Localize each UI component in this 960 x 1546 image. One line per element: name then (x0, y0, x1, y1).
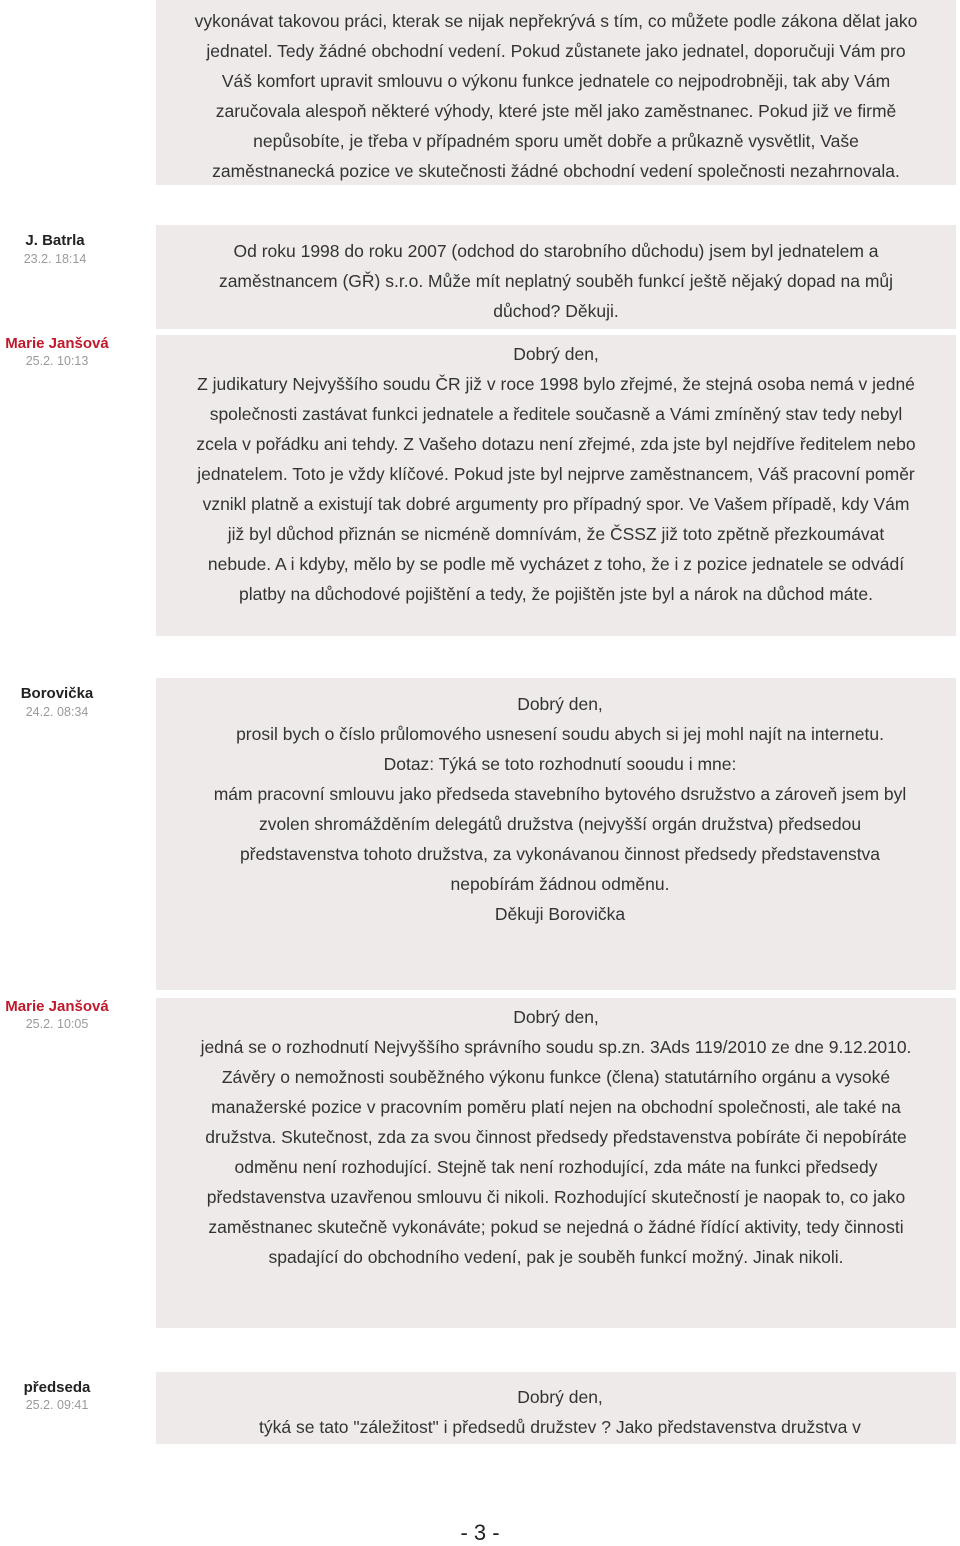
body-line: Od roku 1998 do roku 2007 (odchod do starobního důchodu) jsem byl jednatelem a (233, 241, 879, 261)
body-line: jednatelem. Toto je vždy klíčové. Pokud jste byl nejprve zaměstnancem, Váš pracovní poměr (197, 464, 915, 484)
comment-body-predseda (160, 1382, 960, 1442)
body-line: již byl důchod přiznán se nicméně domnívám, že ČSSZ již toto zpětně přezkoumávat (227, 524, 885, 544)
body-line: Váš komfort upravit smlouvu o výkonu funkce jednatele co nejpodrobněji, tak aby Vám (221, 71, 891, 91)
greeting: Dobrý den, (517, 694, 603, 714)
question-line: mám pracovní smlouvu jako předseda stavebního bytového dsružstvo a zároveň jsem byl (213, 784, 907, 804)
body-line: zcela v pořádku ani tehdy. Z Vašeho dotazu není zřejmé, zda jste byl nejdříve ředitelem nebo (196, 434, 916, 454)
page-number: - 3 - (460, 1520, 500, 1545)
greeting: Dobrý den, (513, 1007, 599, 1027)
greeting: Dobrý den, (517, 1387, 603, 1407)
body-line: zaměstnancem (GŘ) s.r.o. Může mít neplatný souběh funkcí ještě nějaký dopad na můj (218, 271, 894, 291)
body-line: manažerské pozice v pracovním poměru platí nejen na obchodní společnosti, ale také na (211, 1097, 901, 1117)
comment-author: předseda (23, 1379, 91, 1396)
body-line: důchod? Děkuji. (493, 301, 619, 321)
body-line: vznikl platně a existují tak dobré argumenty pro případný spor. Ve Vašem případě, kdy Vám (202, 494, 910, 514)
body-line: vykonávat takovou práci, kterak se nijak nepřekrývá s tím, co můžete podle zákona dělat jako (194, 11, 918, 31)
body-line: týká se tato "záležitost" i předsedů družstev ? Jako představenstva družstva v (259, 1417, 861, 1437)
body-line: odměnu není rozhodující. Stejně tak není rozhodující, zda máte na funkci předsedy (234, 1157, 878, 1177)
body-line: jedná se o rozhodnutí Nejvyššího správního soudu sp.zn. 3Ads 119/2010 ze dne 9.12.2010. (200, 1037, 912, 1057)
comment-body-batrla (156, 236, 956, 326)
comment-body-jansova-2 (156, 1002, 956, 1272)
body-line: zaručovala alespoň některé výhody, které jste měl jako zaměstnanec. Pokud již ve firmě (215, 101, 897, 121)
signature: Děkuji Borovička (494, 904, 626, 924)
body-line: zaměstnanec skutečně vykonáváte; pokud se nejedná o žádné řídící aktivity, tedy činnosti (208, 1217, 904, 1237)
body-line: nebude. A i kdyby, mělo by se podle mě vycházet z toho, že i z pozice jednatele se odvádí (207, 554, 905, 574)
body-line: platby na důchodové pojištění a tedy, že pojištěn jste byl a nárok na důchod máte. (239, 584, 873, 604)
body-line: jednatel. Tedy žádné obchodní vedení. Pokud zůstanete jako jednatel, doporučuji Vám pro (206, 41, 906, 61)
body-line: představenstva uzavřenou smlouvu či nikoli. Rozhodující skutečností je naopak to, co jako (206, 1187, 906, 1207)
comment-author: Marie Janšová (5, 998, 109, 1015)
body-line: prosil bych o číslo průlomového usnesení soudu abych si jej mohl najít na internetu. (236, 724, 884, 744)
comment-date: 23.2. 18:14 (23, 252, 87, 266)
comment-author: J. Batrla (25, 232, 85, 249)
body-line: družstva. Skutečnost, zda za svou činnost předsedy představenstva pobíráte či nepobíráte (205, 1127, 907, 1147)
comment-date: 25.2. 09:41 (25, 1398, 89, 1412)
comment-date: 25.2. 10:13 (25, 354, 89, 368)
body-line: nepůsobíte, je třeba v případném sporu umět dobře a průkazně vysvětlit, Vaše (253, 131, 859, 151)
comment-date: 24.2. 08:34 (25, 705, 89, 719)
body-line: společnosti zastávat funkci jednatele a ředitele současně a Vámi zmíněný stav tedy nebyl (209, 404, 903, 424)
question-line: zvolen shromážděním delegátů družstva (nejvyšší orgán družstva) předsedou (258, 814, 862, 834)
question-line: představenstva tohoto družstva, za vykonávanou činnost předsedy představenstva (239, 844, 881, 864)
body-line: Z judikatury Nejvyššího soudu ČR již v roce 1998 bylo zřejmé, že stejná osoba nemá v jedné (197, 374, 915, 394)
body-line: zaměstnanecká pozice ve skutečnosti žádné obchodní vedení společnosti nezahrnovala. (212, 161, 900, 181)
comment-author: Borovička (20, 685, 94, 702)
comment-body-continued (156, 6, 956, 186)
body-line: spadající do obchodního vedení, pak je souběh funkcí možný. Jinak nikoli. (268, 1247, 844, 1267)
comment-body-borovicka (160, 689, 960, 929)
greeting: Dobrý den, (513, 344, 599, 364)
comment-author: Marie Janšová (5, 335, 109, 352)
comment-date: 25.2. 10:05 (25, 1017, 89, 1031)
question-line: Dotaz: Týká se toto rozhodnutí sooudu i mne: (383, 754, 737, 774)
body-line: Závěry o nemožnosti souběžného výkonu funkce (člena) statutárního orgánu a vysoké (221, 1067, 891, 1087)
comment-body-jansova-1 (156, 339, 956, 609)
question-line: nepobírám žádnou odměnu. (450, 874, 670, 894)
